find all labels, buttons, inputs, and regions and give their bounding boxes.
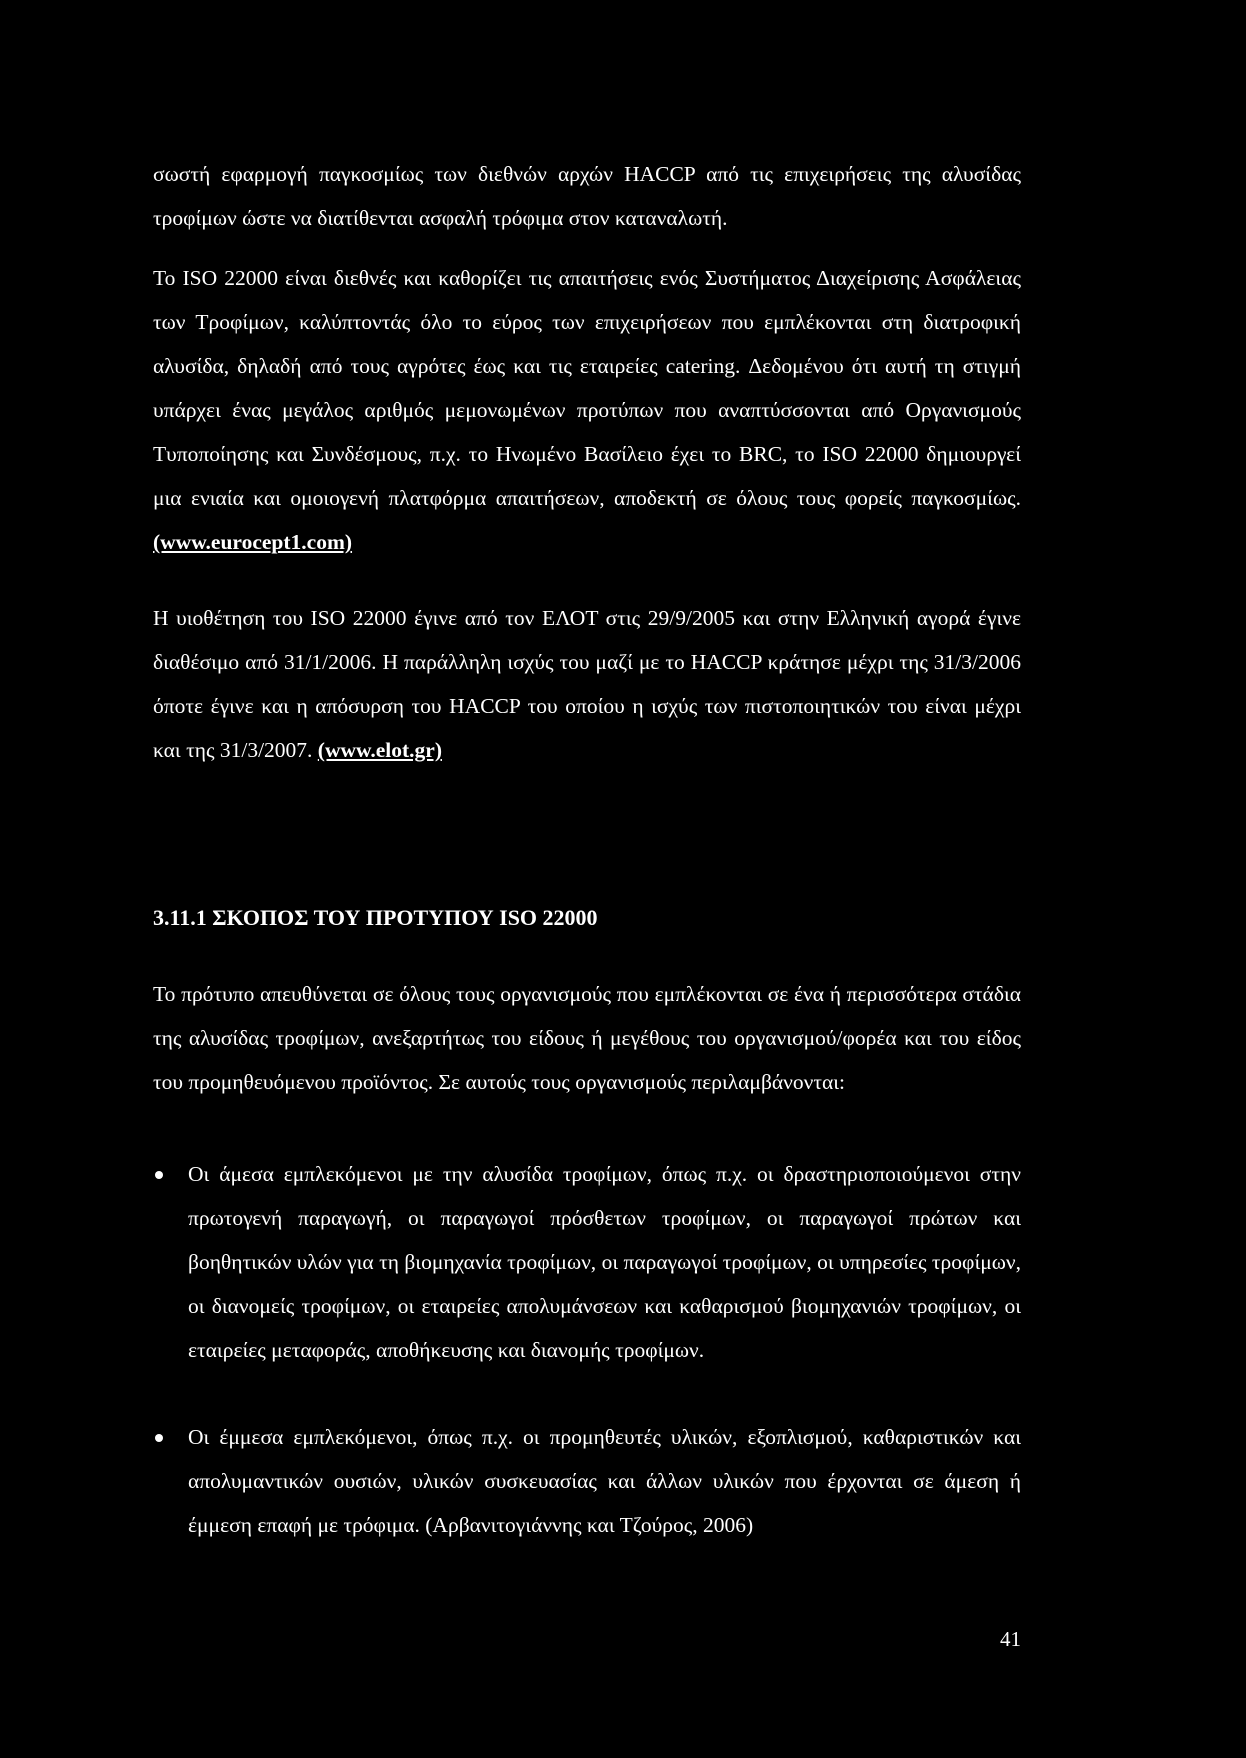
paragraph-text: Το πρότυπο απευθύνεται σε όλους τους οργανισμούς που εμπλέκονται σε ένα ή περισσότερα στάδια της αλυσίδας τροφίμων, ανεξαρτήτως του είδους ή μεγέθους του οργανισμού/φορέα και του είδος του προμηθευόμενου προϊόντος. Σε αυτούς τους οργανισμούς περιλαμβάνονται: (153, 982, 1021, 1094)
paragraph-scope (153, 972, 1021, 1104)
source-link-elot[interactable]: (www.elot.gr) (317, 738, 442, 762)
source-link-eurocept[interactable]: (www.eurocept1.com) (153, 530, 353, 554)
page-number: 41 (1000, 1627, 1021, 1651)
paragraph-text: Το ISO 22000 είναι διεθνές και καθορίζει τις απαιτήσεις ενός Συστήματος Διαχείρισης Ασφάλειας των Τροφίμων, καλύπτοντάς όλο το εύρος των επιχειρήσεων που εμπλέκονται στη διατροφική αλυσίδα, δηλαδή από τους αγρότες έως και τις εταιρείες catering. Δεδομένου ότι αυτή τη στιγμή υπάρχει ένας μεγάλος αριθμός μεμονωμένων προτύπων που αναπτύσσονται από Οργανισμούς Τυποποίησης και Συνδέσμους, π.χ. το Ηνωμένο Βασίλειο έχει το BRC, το ISO 22000 δημιουργεί μια ενιαία και ομοιογενή πλατφόρμα απαιτήσεων, αποδεκτή σε όλους τους φορείς παγκοσμίως. (153, 266, 1021, 510)
list-item-text: Οι έμμεσα εμπλεκόμενοι, όπως π.χ. οι προμηθευτές υλικών, εξοπλισμού, καθαριστικών και απολυμαντικών ουσιών, υλικών συσκευασίας και άλλων υλικών που έρχονται σε άμεση ή έμμεση επαφή με τρόφιμα. (Αρβανιτογιάννης και Τζούρος, 2006) (188, 1425, 1021, 1537)
paragraph-text: σωστή εφαρμογή παγκοσμίως των διεθνών αρχών HACCP από τις επιχειρήσεις της αλυσίδας τροφίμων ώστε να διατίθενται ασφαλή τρόφιμα στον καταναλωτή. (153, 162, 1021, 230)
bullet-icon (155, 1171, 163, 1179)
bullet-icon (155, 1434, 163, 1442)
section-heading: 3.11.1 ΣΚΟΠΟΣ ΤΟΥ ΠΡΟΤΥΠΟΥ ISO 22000 (153, 905, 598, 930)
paragraph-elot-adoption (153, 596, 1021, 772)
paragraph-iso-22000 (153, 256, 1021, 564)
paragraph-text: Η υιοθέτηση του ISO 22000 έγινε από τον ΕΛΟΤ στις 29/9/2005 και στην Ελληνική αγορά έγινε διαθέσιμο από 31/1/2006. Η παράλληλη ισχύς του μαζί με το HACCP κράτησε μέχρι της 31/3/2006 όποτε έγινε και η απόσυρση του HACCP του οποίου η ισχύς των πιστοποιητικών του είναι μέχρι και της 31/3/2007. (153, 606, 1021, 762)
list-item-text: Οι άμεσα εμπλεκόμενοι με την αλυσίδα τροφίμων, όπως π.χ. οι δραστηριοποιούμενοι στην πρωτογενή παραγωγή, οι παραγωγοί πρόσθετων τροφίμων, οι παραγωγοί πρώτων και βοηθητικών υλών για τη βιομηχανία τροφίμων, οι παραγωγοί τροφίμων, οι υπηρεσίες τροφίμων, οι διανομείς τροφίμων, οι εταιρείες απολυμάνσεων και καθαρισμού βιομηχανιών τροφίμων, οι εταιρείες μεταφοράς, αποθήκευσης και διανομής τροφίμων. (188, 1162, 1021, 1362)
paragraph-haccp-intro (153, 152, 1021, 240)
